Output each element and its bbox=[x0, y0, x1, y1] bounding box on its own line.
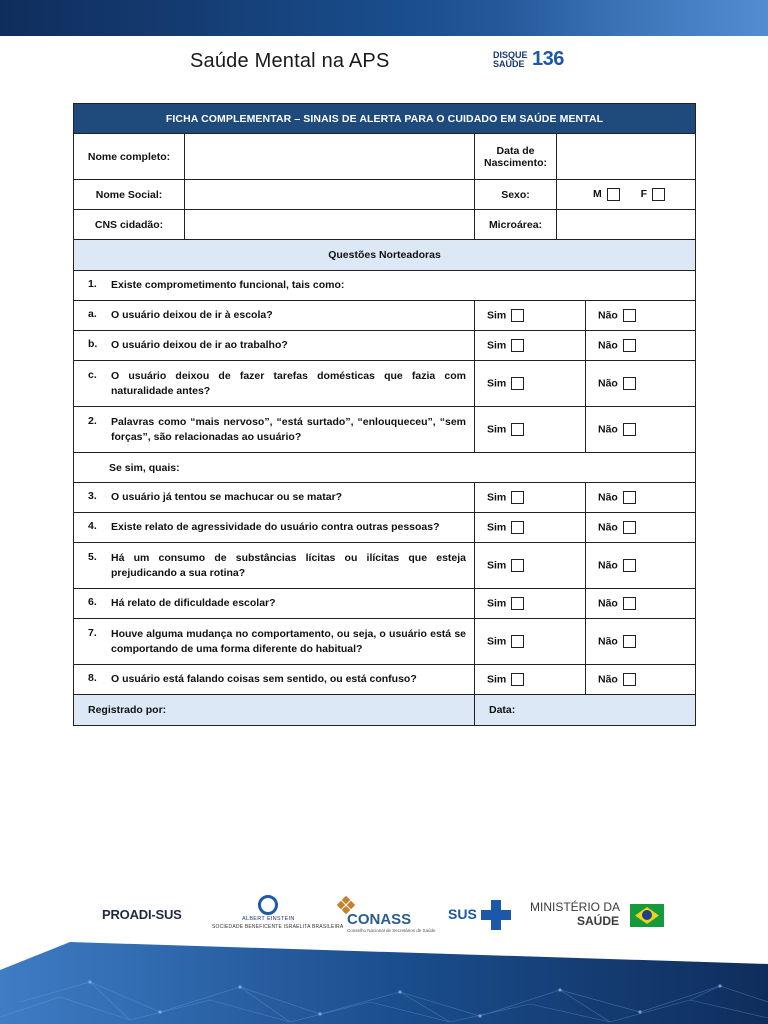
question-1a bbox=[74, 301, 475, 331]
question-8 bbox=[74, 665, 475, 695]
no-option[interactable] bbox=[586, 619, 696, 665]
no-option[interactable] bbox=[586, 331, 696, 361]
sexo-options bbox=[557, 180, 696, 210]
einstein-subtitle: SOCIEDADE BENEFICENTE ISRAELITA BRASILEIRA bbox=[212, 924, 344, 930]
section-title: Questões Norteadoras bbox=[74, 240, 696, 271]
question-2 bbox=[74, 407, 475, 453]
yes-label: Sim bbox=[487, 559, 507, 572]
question-number: b. bbox=[88, 338, 98, 350]
no-label: Não bbox=[598, 673, 618, 686]
data-nascimento-label bbox=[475, 134, 557, 180]
yes-checkbox[interactable] bbox=[511, 377, 524, 390]
question-number: 4. bbox=[88, 520, 97, 532]
einstein-name: ALBERT EINSTEIN bbox=[242, 916, 295, 922]
sexo-m-label: M bbox=[592, 188, 602, 201]
microarea-label: Microárea: bbox=[475, 210, 557, 240]
no-checkbox[interactable] bbox=[623, 597, 636, 610]
yes-option[interactable] bbox=[475, 361, 586, 407]
proadi-sus-logo: PROADI-SUS bbox=[102, 907, 182, 922]
yes-label: Sim bbox=[487, 309, 507, 322]
yes-option[interactable] bbox=[475, 619, 586, 665]
nome-social-label: Nome Social: bbox=[74, 180, 185, 210]
nome-completo-field[interactable] bbox=[185, 134, 475, 180]
yes-option[interactable] bbox=[475, 665, 586, 695]
data-nascimento-field[interactable] bbox=[557, 134, 696, 180]
question-text: O usuário deixou de ir à escola? bbox=[111, 309, 273, 321]
nome-completo-label: Nome completo: bbox=[74, 134, 185, 180]
no-checkbox[interactable] bbox=[623, 377, 636, 390]
no-option[interactable] bbox=[586, 361, 696, 407]
question-number: 1. bbox=[88, 278, 97, 290]
question-text: Palavras como “mais nervoso”, “está surtado”, “enlouqueceu”, “sem forças”, são relacionadas ao usuário? bbox=[111, 415, 466, 443]
question-7 bbox=[74, 619, 475, 665]
conass-subtitle: Conselho Nacional de Secretários de Saúde bbox=[347, 928, 436, 933]
disque-saude-logo bbox=[493, 49, 583, 73]
no-option[interactable] bbox=[586, 543, 696, 589]
question-text: O usuário já tentou se machucar ou se matar? bbox=[111, 491, 343, 503]
no-label: Não bbox=[598, 377, 618, 390]
yes-checkbox[interactable] bbox=[511, 597, 524, 610]
saude-label: SAÚDE bbox=[493, 59, 525, 69]
no-option[interactable] bbox=[586, 513, 696, 543]
question-6 bbox=[74, 589, 475, 619]
question-text: Houve alguma mudança no comportamento, ou seja, o usuário está se comportando de uma forma diferente do habitual? bbox=[111, 627, 466, 655]
no-option[interactable] bbox=[586, 301, 696, 331]
question-number: 7. bbox=[88, 626, 97, 639]
question-text: Existe comprometimento funcional, tais como: bbox=[111, 279, 345, 291]
question-1b bbox=[74, 331, 475, 361]
yes-label: Sim bbox=[487, 423, 507, 436]
question-number: 3. bbox=[88, 490, 97, 502]
se-sim-label: Se sim, quais: bbox=[109, 461, 180, 474]
cns-field[interactable] bbox=[185, 210, 475, 240]
yes-checkbox[interactable] bbox=[511, 635, 524, 648]
document-title: Saúde Mental na APS bbox=[190, 50, 390, 72]
question-number: 2. bbox=[88, 414, 97, 427]
sexo-f-checkbox[interactable] bbox=[652, 188, 665, 201]
no-label: Não bbox=[598, 491, 618, 504]
top-banner bbox=[0, 0, 768, 36]
question-text: Há um consumo de substâncias lícitas ou ilícitas que esteja prejudicando a sua rotina? bbox=[111, 551, 466, 579]
no-option[interactable] bbox=[586, 665, 696, 695]
nome-social-field[interactable] bbox=[185, 180, 475, 210]
no-checkbox[interactable] bbox=[623, 491, 636, 504]
no-label: Não bbox=[598, 309, 618, 322]
yes-option[interactable] bbox=[475, 483, 586, 513]
no-checkbox[interactable] bbox=[623, 559, 636, 572]
question-number: 5. bbox=[88, 550, 97, 563]
sexo-label: Sexo: bbox=[475, 180, 557, 210]
disque-number: 136 bbox=[532, 48, 564, 70]
data-nascimento-line1: Data de bbox=[496, 144, 535, 157]
yes-label: Sim bbox=[487, 491, 507, 504]
bottom-banner bbox=[0, 942, 768, 1024]
conass-logo bbox=[338, 897, 443, 937]
yes-label: Sim bbox=[487, 521, 507, 534]
yes-label: Sim bbox=[487, 377, 507, 390]
sus-text: SUS bbox=[448, 906, 477, 922]
yes-label: Sim bbox=[487, 635, 507, 648]
yes-option[interactable] bbox=[475, 543, 586, 589]
no-option[interactable] bbox=[586, 407, 696, 453]
question-text: Existe relato de agressividade do usuário contra outras pessoas? bbox=[111, 521, 440, 533]
yes-checkbox[interactable] bbox=[511, 559, 524, 572]
yes-option[interactable] bbox=[475, 331, 586, 361]
question-text: O usuário deixou de ir ao trabalho? bbox=[111, 339, 288, 351]
disque-label: DISQUE bbox=[493, 50, 528, 60]
question-1c bbox=[74, 361, 475, 407]
partner-logos bbox=[0, 893, 768, 937]
sexo-f-label: F bbox=[640, 188, 648, 201]
data-label: Data: bbox=[489, 704, 516, 716]
yes-checkbox[interactable] bbox=[511, 339, 524, 352]
no-checkbox[interactable] bbox=[623, 309, 636, 322]
no-option[interactable] bbox=[586, 483, 696, 513]
brazil-flag-icon bbox=[630, 904, 664, 927]
microarea-field[interactable] bbox=[557, 210, 696, 240]
form-title: FICHA COMPLEMENTAR – SINAIS DE ALERTA PARA O CUIDADO EM SAÚDE MENTAL bbox=[74, 104, 696, 134]
yes-option[interactable] bbox=[475, 513, 586, 543]
no-checkbox[interactable] bbox=[623, 339, 636, 352]
registrado-por-label: Registrado por: bbox=[88, 704, 167, 716]
sexo-m-checkbox[interactable] bbox=[607, 188, 620, 201]
question-text: Há relato de dificuldade escolar? bbox=[111, 597, 276, 609]
yes-label: Sim bbox=[487, 339, 507, 352]
no-option[interactable] bbox=[586, 589, 696, 619]
question-text: O usuário deixou de fazer tarefas domésticas que fazia com naturalidade antes? bbox=[111, 369, 466, 397]
data-nascimento-line2: Nascimento: bbox=[483, 156, 547, 169]
question-number: a. bbox=[88, 308, 97, 320]
no-label: Não bbox=[598, 339, 618, 352]
no-label: Não bbox=[598, 597, 618, 610]
yes-label: Sim bbox=[487, 597, 507, 610]
no-checkbox[interactable] bbox=[623, 673, 636, 686]
no-checkbox[interactable] bbox=[623, 635, 636, 648]
question-number: c. bbox=[88, 368, 97, 381]
data-field[interactable] bbox=[475, 695, 696, 726]
conass-name: CONASS bbox=[347, 911, 412, 928]
alert-signs-form bbox=[73, 103, 696, 726]
registrado-por-field[interactable] bbox=[74, 695, 475, 726]
einstein-ring-icon bbox=[258, 895, 278, 915]
ministerio-line1: MINISTÉRIO DA bbox=[530, 900, 621, 914]
question-5 bbox=[74, 543, 475, 589]
no-label: Não bbox=[598, 635, 618, 648]
yes-checkbox[interactable] bbox=[511, 491, 524, 504]
yes-checkbox[interactable] bbox=[511, 309, 524, 322]
yes-option[interactable] bbox=[475, 301, 586, 331]
sus-cross-icon bbox=[481, 900, 511, 930]
sus-logo bbox=[448, 900, 514, 930]
no-checkbox[interactable] bbox=[623, 521, 636, 534]
se-sim-quais-field[interactable] bbox=[74, 453, 696, 483]
sexo-f-option[interactable] bbox=[641, 188, 665, 200]
albert-einstein-logo bbox=[212, 895, 344, 935]
question-text: O usuário está falando coisas sem sentido, ou está confuso? bbox=[111, 673, 417, 685]
yes-checkbox[interactable] bbox=[511, 423, 524, 436]
question-number: 6. bbox=[88, 596, 97, 608]
no-label: Não bbox=[598, 521, 618, 534]
cns-label: CNS cidadão: bbox=[74, 210, 185, 240]
ministerio-line2: SAÚDE bbox=[577, 914, 620, 928]
question-3 bbox=[74, 483, 475, 513]
ministerio-saude-logo bbox=[530, 900, 625, 930]
no-checkbox[interactable] bbox=[623, 423, 636, 436]
question-1 bbox=[74, 271, 696, 301]
yes-checkbox[interactable] bbox=[511, 521, 524, 534]
yes-label: Sim bbox=[487, 673, 507, 686]
no-label: Não bbox=[598, 423, 618, 436]
yes-option[interactable] bbox=[475, 589, 586, 619]
sexo-m-option[interactable] bbox=[593, 188, 620, 200]
yes-option[interactable] bbox=[475, 407, 586, 453]
question-4 bbox=[74, 513, 475, 543]
yes-checkbox[interactable] bbox=[511, 673, 524, 686]
no-label: Não bbox=[598, 559, 618, 572]
question-number: 8. bbox=[88, 672, 97, 684]
